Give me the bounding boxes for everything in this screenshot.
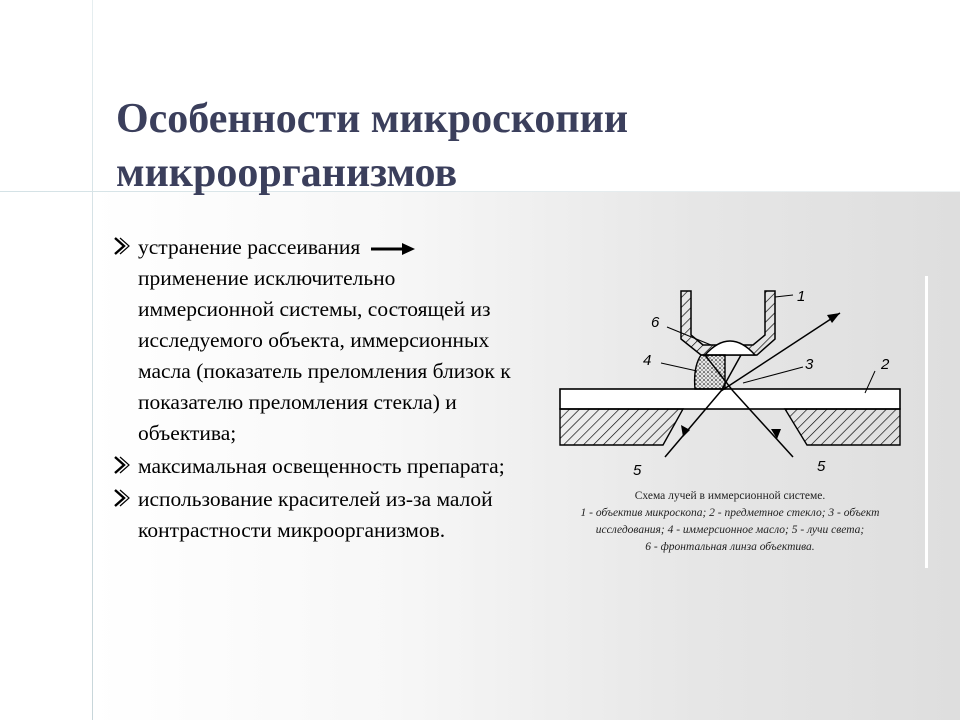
- label-3: 3: [805, 356, 814, 373]
- bullet-text: использование красителей из-за малой контрастности микроорганизмов.: [138, 487, 493, 542]
- glass-slide: [560, 389, 900, 409]
- caption-legend-line: 1 - объектив микроскопа; 2 - предметное стекло; 3 - объект: [580, 507, 880, 519]
- caption-title: Схема лучей в иммерсионной системе.: [634, 490, 826, 502]
- label-2: 2: [881, 356, 890, 373]
- ray-arrow: [827, 313, 840, 323]
- label-5-right: 5: [817, 458, 826, 475]
- bullet-text: максимальная освещенность препарата;: [138, 454, 505, 478]
- stage-left: [560, 409, 683, 445]
- leader-line: [661, 363, 697, 371]
- caption-legend-line: исследования; 4 - иммерсионное масло; 5 - лучи света;: [595, 524, 865, 536]
- arrow-bullet-icon: [112, 484, 134, 512]
- diagram-caption: [530, 488, 930, 556]
- arrow-bullet-icon: [112, 232, 134, 260]
- bullet-item: [108, 232, 528, 449]
- right-arrow-icon: [370, 242, 416, 256]
- ray-arrow: [681, 425, 690, 437]
- stage-right: [785, 409, 900, 445]
- bullet-lead-text: устранение рассеивания: [138, 235, 361, 259]
- front-lens: [705, 341, 755, 355]
- bullet-text: применение исключительно иммерсионной системы, состоящей из исследуемого объекта, иммерсионных масла (показатель преломления близок к показателю преломления стекла) и объектива;: [138, 266, 511, 445]
- label-4: 4: [643, 352, 652, 369]
- decorative-vertical-line: [92, 0, 93, 720]
- caption-legend-line: 6 - фронтальная линза объектива.: [645, 541, 815, 553]
- label-6: 6: [651, 314, 660, 331]
- arrow-bullet-icon: [112, 451, 134, 479]
- label-1: 1: [797, 288, 806, 305]
- immersion-system-diagram: [535, 275, 940, 490]
- leader-line: [775, 295, 793, 297]
- bullet-item: [108, 484, 528, 546]
- slide-title: Особенности микроскопии микроорганизмов: [116, 96, 629, 196]
- bullet-list: [108, 232, 528, 548]
- bullet-item: [108, 451, 528, 482]
- label-5-left: 5: [633, 462, 642, 479]
- leader-line: [743, 367, 803, 383]
